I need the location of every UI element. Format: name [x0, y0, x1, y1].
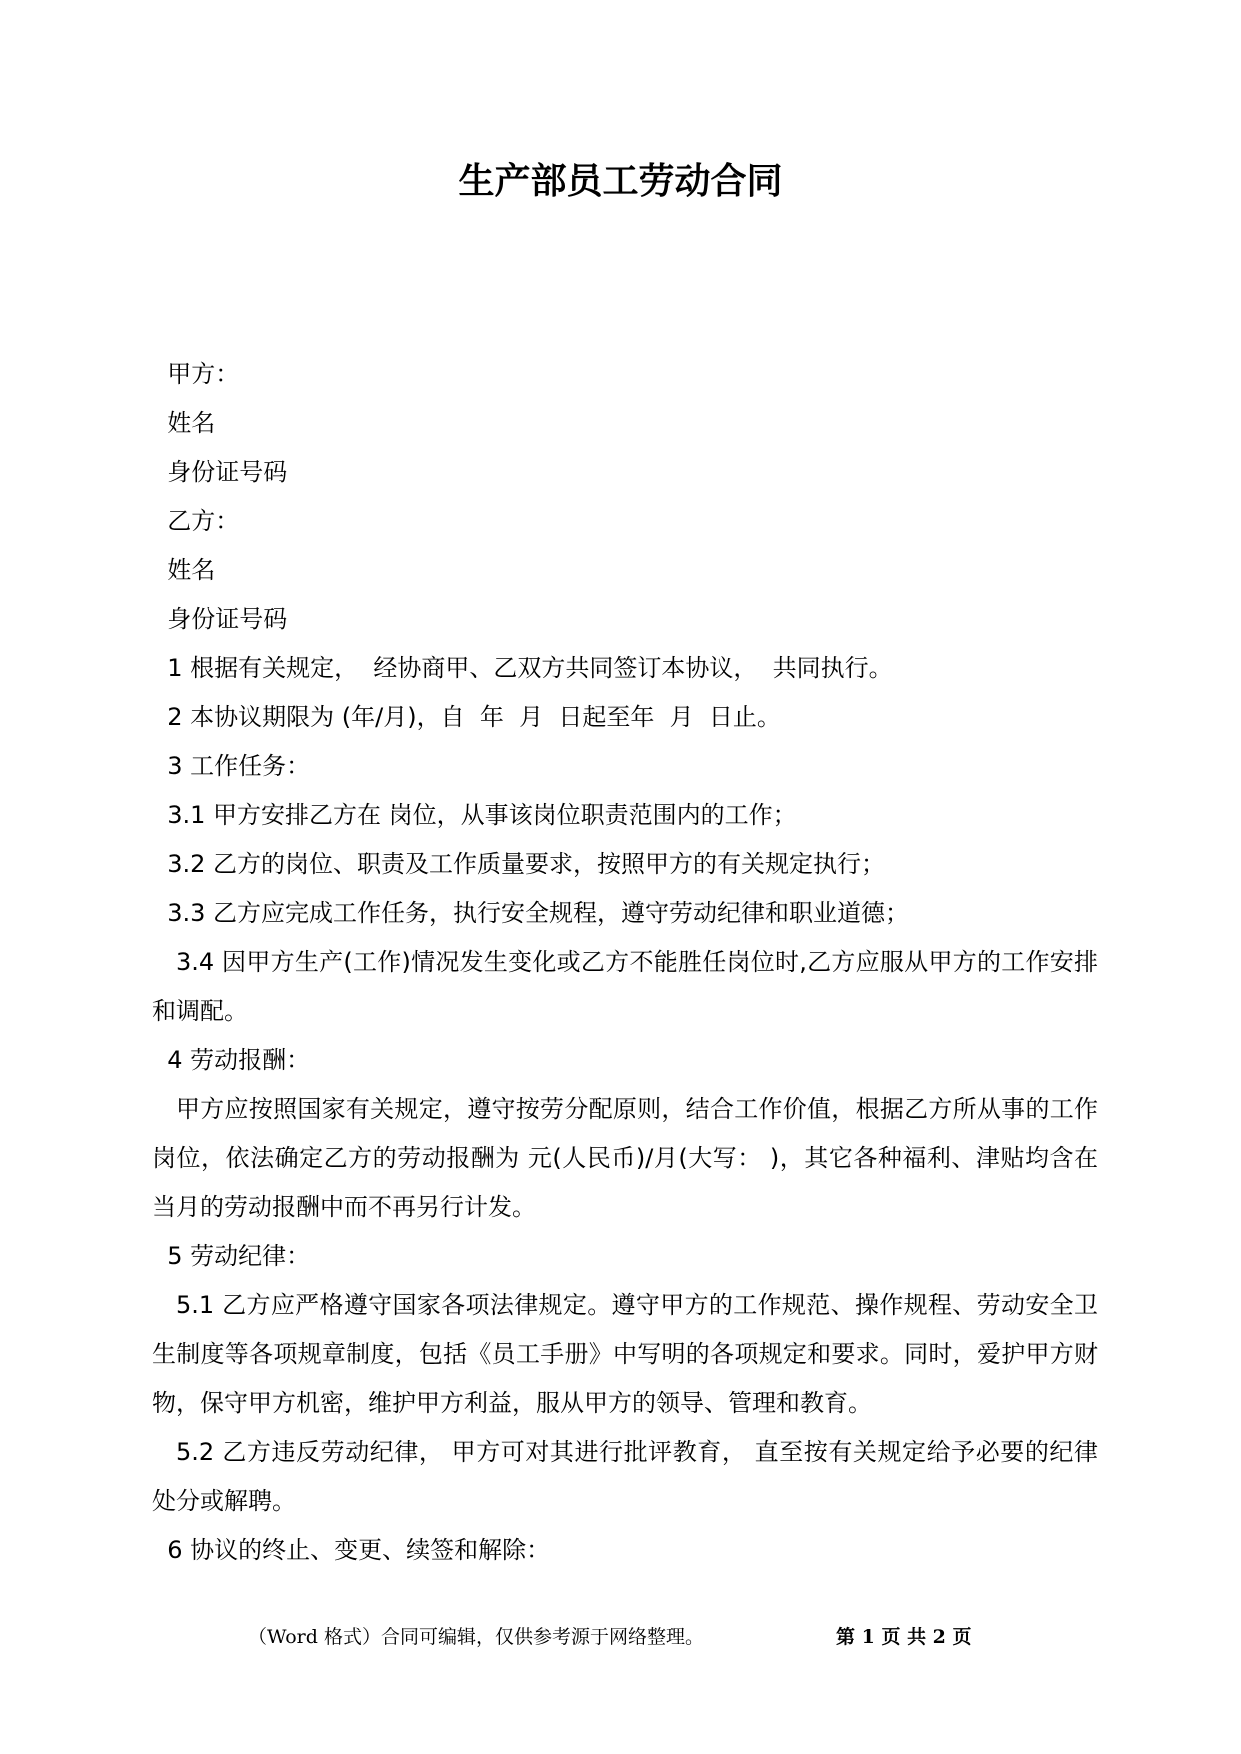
party-b-name-label: 姓名 [152, 556, 216, 584]
party-b-label: 乙方： [152, 507, 240, 535]
clause-5-heading: 5 劳动纪律： [152, 1242, 311, 1270]
clause-6-heading: 6 协议的终止、变更、续签和解除： [152, 1536, 551, 1564]
page-number: 第 1 页 共 2 页 [836, 1626, 972, 1648]
clause-4-heading: 4 劳动报酬： [152, 1046, 311, 1074]
footer-note: （Word 格式）合同可编辑，仅供参考源于网络整理。 [248, 1626, 704, 1648]
clause-5-1: 5.1 乙方应严格遵守国家各项法律规定。遵守甲方的工作规范、操作规程、劳动安全卫生制度等各项规章制度，包括《员工手册》中写明的各项规定和要求。同时，爱护甲方财物，保守甲方机密，维护甲方利益，服从甲方的领导、管理和教育。 [152, 1291, 1098, 1417]
contract-body [152, 350, 1098, 1575]
clause-2: 2 本协议期限为 (年/月)，自 年 月 日起至年 月 日止。 [152, 703, 781, 731]
clause-1: 1 根据有关规定， 经协商甲、乙双方共同签订本协议， 共同执行。 [152, 654, 893, 682]
party-a-id-label: 身份证号码 [152, 458, 288, 486]
clause-5-2: 5.2 乙方违反劳动纪律， 甲方可对其进行批评教育， 直至按有关规定给予必要的纪律处分或解聘。 [152, 1438, 1098, 1515]
clause-3-1: 3.1 甲方安排乙方在 岗位，从事该岗位职责范围内的工作； [152, 801, 797, 829]
clause-4-body: 甲方应按照国家有关规定，遵守按劳分配原则，结合工作价值，根据乙方所从事的工作岗位，依法确定乙方的劳动报酬为 元(人民币)/月(大写： )，其它各种福利、津贴均含在当月的劳动报酬中而不再另行计发。 [152, 1095, 1098, 1221]
clause-3-2: 3.2 乙方的岗位、职责及工作质量要求，按照甲方的有关规定执行； [152, 850, 886, 878]
party-a-name-label: 姓名 [152, 409, 216, 437]
party-b-id-label: 身份证号码 [152, 605, 288, 633]
party-a-label: 甲方： [152, 360, 240, 388]
document-title: 生产部员工劳动合同 [458, 161, 783, 202]
clause-3-3: 3.3 乙方应完成工作任务，执行安全规程，遵守劳动纪律和职业道德； [152, 899, 910, 927]
clause-3-4: 3.4 因甲方生产(工作)情况发生变化或乙方不能胜任岗位时,乙方应服从甲方的工作安排和调配。 [152, 948, 1098, 1025]
clause-3-heading: 3 工作任务： [152, 752, 311, 780]
